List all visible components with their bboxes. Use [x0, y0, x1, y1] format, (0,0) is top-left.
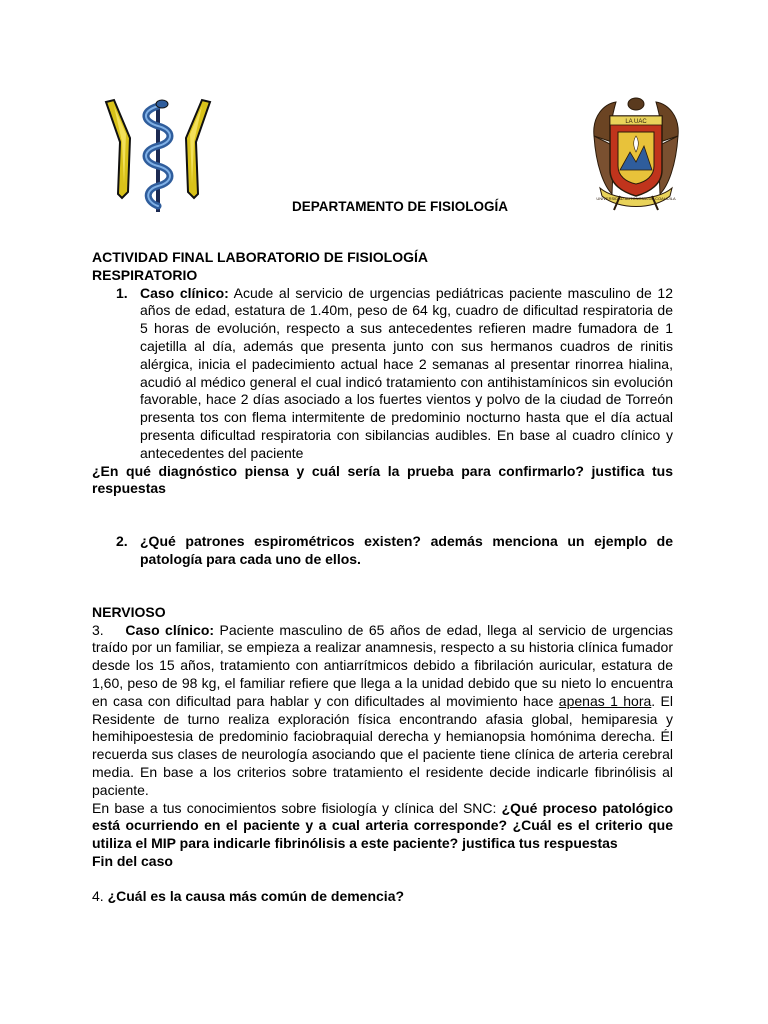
- case-text-continued: . El Residente de turno realiza exploración física encontrando afasia global, hemiparesia y hemihipoestesia de predominio faciobraquial derecha y hemianopsia homónima derecha. Él recuerda sus clases de neurología asociando que el paciente tiene clínica de arteria cerebral media. En base a los criterios sobre tratamiento el residente decide indicarle fibrinólisis al paciente.: [92, 692, 673, 798]
- case-item-1: [92, 285, 673, 463]
- item-number: 3.: [92, 621, 104, 638]
- question-text: ¿Cuál es la causa más común de demencia?: [107, 887, 405, 904]
- question-text: ¿Qué proceso patológico está ocurriendo en el paciente y a cual arteria corresponde? ¿Cuál es el criterio que utiliza el MIP para indicarle fibrinólisis a este paciente? justifica tus respuestas: [92, 799, 674, 852]
- document-body: [92, 249, 673, 906]
- section-heading-nervioso: NERVIOSO: [92, 603, 166, 620]
- question-item-2: [92, 533, 673, 569]
- activity-title: ACTIVIDAD FINAL LABORATORIO DE FISIOLOGÍA: [92, 249, 428, 265]
- underlined-phrase: apenas 1 hora: [558, 692, 652, 709]
- case-text: Acude al servicio de urgencias pediátricas paciente masculino de 12 años de edad, estatura de 1.40m, peso de 64 kg, cuadro de dificultad respiratoria de 5 horas de evolución, respecto a sus antecedentes refieren madre fumadora de 1 cajetilla al día, además que presenta junto con sus hermanos cuadros de rinitis alérgica, inicia el padecimiento actual hace 2 semanas al presentar rinorrea hialina, acudió al médico general el cual indicó tratamiento con antihistamínicos sin evolución favorable, hace 2 días asociado a los fuertes vientos y polvo de la ciudad de Torreón presenta tos con flema intermitente de predominio nocturno hasta que el día actual presenta dificultad respiratoria con sibilancias audibles. En base al cuadro clínico y antecedentes del paciente: [140, 284, 673, 461]
- case-text: Paciente masculino de 65 años de edad, llega al servicio de urgencias traído por un familiar, se empieza a realizar anamnesis, respecto a su historia clínica fumador desde los 15 años, tratamiento con antiarrítmicos debido a fibrilación auricular, estatura de 1,60, peso de 98 kg, el familiar refiere que llega a la unidad debido que su nieto lo encuentra en casa con dificultad para hablar y con dificultades al movimiento hace: [92, 621, 673, 709]
- seal-motto: UNIVERSIDAD AUTONOMA DE COAHUILA: [596, 196, 676, 201]
- case-label: Caso clínico:: [140, 284, 229, 301]
- question-item-4: [92, 888, 673, 906]
- question-3: [92, 800, 673, 853]
- medical-staff-serpent-emblem-icon: [100, 98, 216, 216]
- item-number: 4.: [92, 887, 104, 904]
- question-text: ¿Qué patrones espirométricos existen? además menciona un ejemplo de patología para cada uno de ellos.: [140, 533, 673, 567]
- case-label: Caso clínico:: [125, 621, 215, 638]
- university-eagle-seal-icon: [590, 96, 682, 214]
- case-item-3: [92, 622, 673, 800]
- question-1: ¿En qué diagnóstico piensa y cuál sería la prueba para confirmarlo? justifica tus respuestas: [92, 462, 673, 497]
- end-of-case: Fin del caso: [92, 852, 173, 869]
- section-heading-respiratorio: RESPIRATORIO: [92, 266, 198, 283]
- department-title: DEPARTAMENTO DE FISIOLOGÍA: [292, 199, 509, 214]
- item-number: 2.: [116, 533, 128, 550]
- seal-banner: LA UAC: [625, 119, 647, 125]
- item-number: 1.: [116, 284, 128, 301]
- question-prompt: En base a tus conocimientos sobre fisiología y clínica del SNC:: [92, 799, 502, 816]
